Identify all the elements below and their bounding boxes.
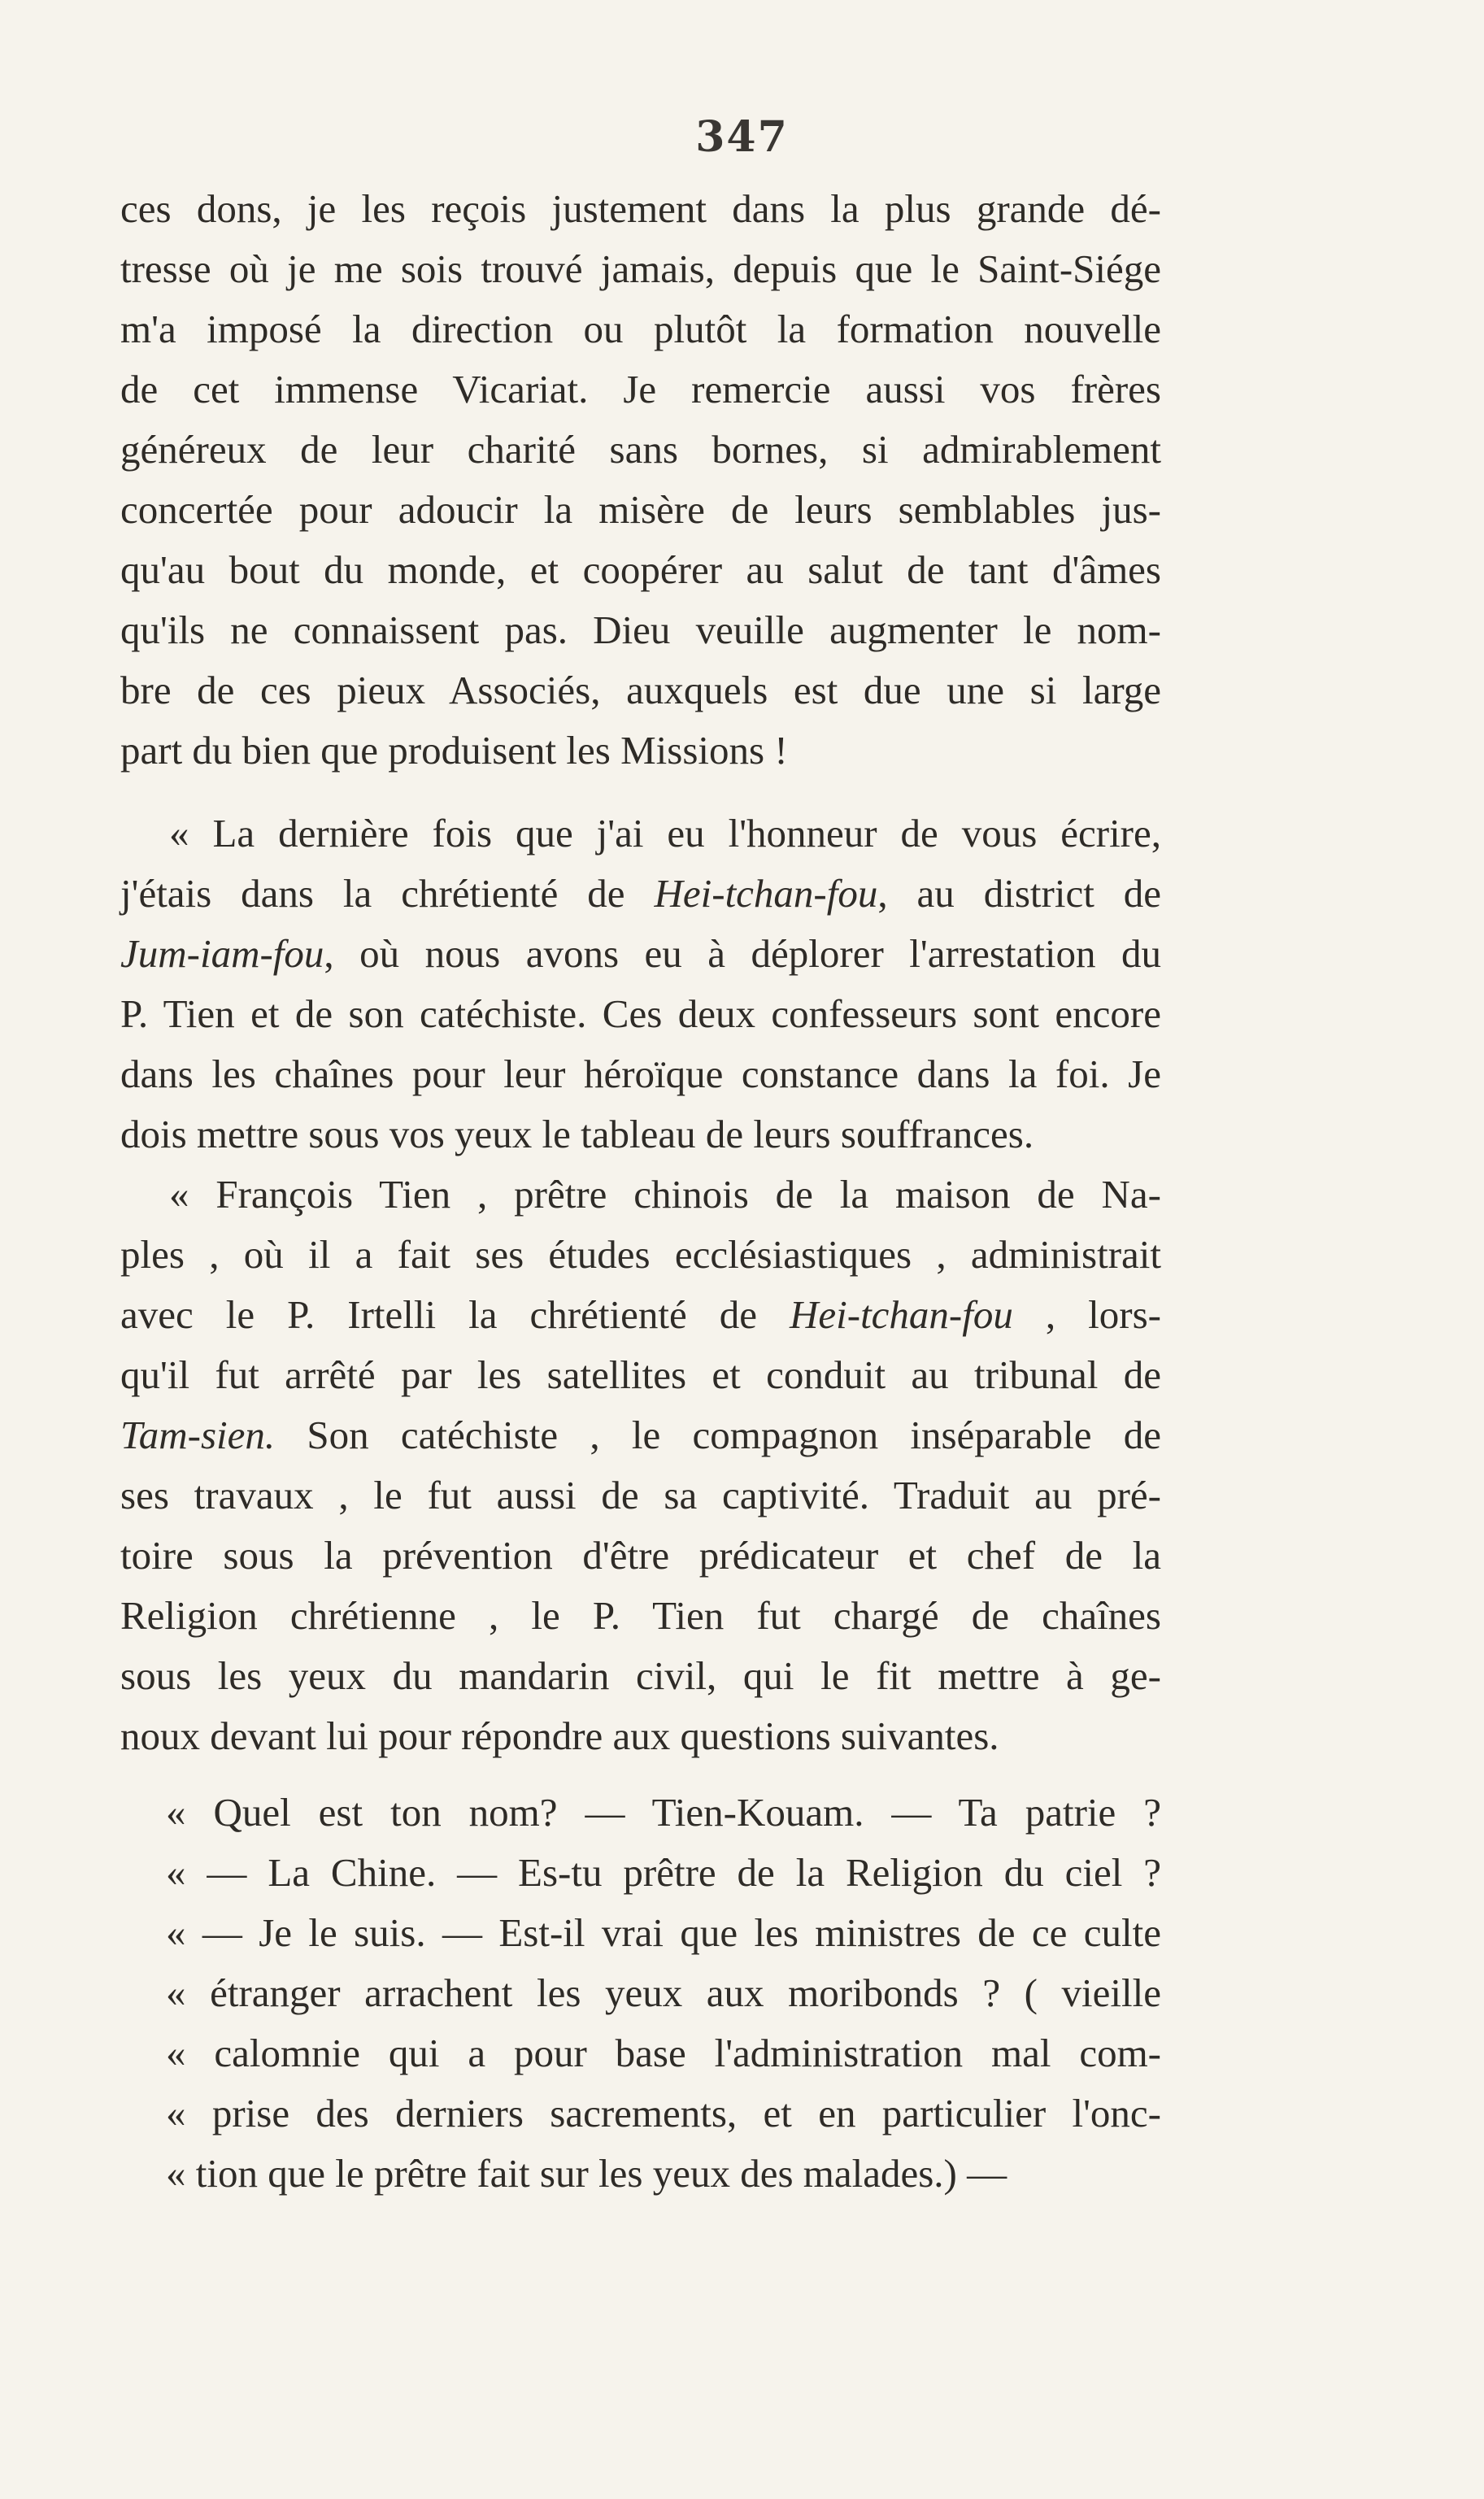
text-line: toire sous la prévention d'être prédicateur et chef de la: [120, 1533, 1161, 1578]
dialog-line: « — La Chine. — Es-tu prêtre de la Religion du ciel ?: [166, 1850, 1161, 1895]
text-line: Religion chrétienne , le P. Tien fut chargé de chaînes: [120, 1593, 1161, 1638]
text-line: [120, 864, 1161, 924]
text-line: m'a imposé la direction ou plutôt la formation nouvelle: [120, 307, 1161, 351]
text-line: qu'au bout du monde, et coopérer au salut de tant d'âmes: [120, 547, 1161, 592]
text-line: dois mettre sous vos yeux le tableau de leurs souffrances.: [120, 1112, 1034, 1156]
place-name-italic: Hei-tchan-fou: [790, 1292, 1013, 1337]
text-fragment: j'étais dans la chrétienté de: [120, 871, 655, 916]
text-line: noux devant lui pour répondre aux questions suivantes.: [120, 1713, 999, 1758]
text-line: tresse où je me sois trouvé jamais, depuis que le Saint-Siége: [120, 246, 1161, 291]
page-number: 347: [695, 112, 789, 162]
place-name-italic: Jum-iam-fou: [120, 931, 324, 976]
text-line: ses travaux , le fut aussi de sa captivité. Traduit au pré-: [120, 1473, 1161, 1517]
text-line: [120, 1285, 1161, 1345]
dialog-line: « — Je le suis. — Est-il vrai que les ministres de ce culte: [166, 1910, 1161, 1955]
text-fragment: , au district de: [877, 871, 1161, 916]
paragraph-arrest-narrative: [120, 803, 1161, 1766]
text-line: bre de ces pieux Associés, auxquels est due une si large: [120, 668, 1161, 712]
text-line: [120, 1405, 1161, 1465]
text-line: concertée pour adoucir la misère de leurs semblables jus-: [120, 487, 1161, 532]
text-line: ples , où il a fait ses études ecclésiastiques , administrait: [120, 1232, 1161, 1277]
dialog-line: « étranger arrachent les yeux aux moribonds ? ( vieille: [166, 1970, 1161, 2015]
text-line: de cet immense Vicariat. Je remercie aussi vos frères: [120, 367, 1161, 411]
place-name-italic: Tam-sien.: [120, 1413, 276, 1457]
text-line: [120, 924, 1161, 984]
text-line: ces dons, je les reçois justement dans la plus grande dé-: [120, 186, 1161, 231]
text-line: « François Tien , prêtre chinois de la maison de Na-: [169, 1172, 1161, 1217]
text-line: qu'il fut arrêté par les satellites et conduit au tribunal de: [120, 1352, 1161, 1397]
dialog-line: « calomnie qui a pour base l'administration mal com-: [166, 2031, 1161, 2075]
text-fragment: avec le P. Irtelli la chrétienté de: [120, 1292, 790, 1337]
dialog-line: « prise des derniers sacrements, et en particulier l'onc-: [166, 2091, 1161, 2135]
text-fragment: Son catéchiste , le compagnon inséparable de: [275, 1413, 1161, 1457]
text-line: sous les yeux du mandarin civil, qui le fit mettre à ge-: [120, 1653, 1161, 1698]
text-line: dans les chaînes pour leur héroïque constance dans la foi. Je: [120, 1051, 1161, 1096]
text-fragment: , lors-: [1012, 1292, 1161, 1337]
paragraph-interrogation: [120, 1783, 1161, 2204]
place-name-italic: Hei-tchan-fou: [654, 871, 878, 916]
dialog-line: « tion que le prêtre fait sur les yeux des malades.) —: [166, 2151, 1007, 2196]
text-line: P. Tien et de son catéchiste. Ces deux confesseurs sont encore: [120, 991, 1161, 1036]
text-fragment: , où nous avons eu à déplorer l'arrestation du: [324, 931, 1161, 976]
text-line: généreux de leur charité sans bornes, si admirablement: [120, 427, 1161, 472]
text-line: qu'ils ne connaissent pas. Dieu veuille augmenter le nom-: [120, 607, 1161, 652]
dialog-line: « Quel est ton nom? — Tien-Kouam. — Ta patrie ?: [166, 1790, 1161, 1835]
paragraph-letter-thanks: [120, 179, 1161, 781]
text-line: part du bien que produisent les Missions !: [120, 728, 788, 773]
text-line: « La dernière fois que j'ai eu l'honneur de vous écrire,: [169, 811, 1161, 855]
